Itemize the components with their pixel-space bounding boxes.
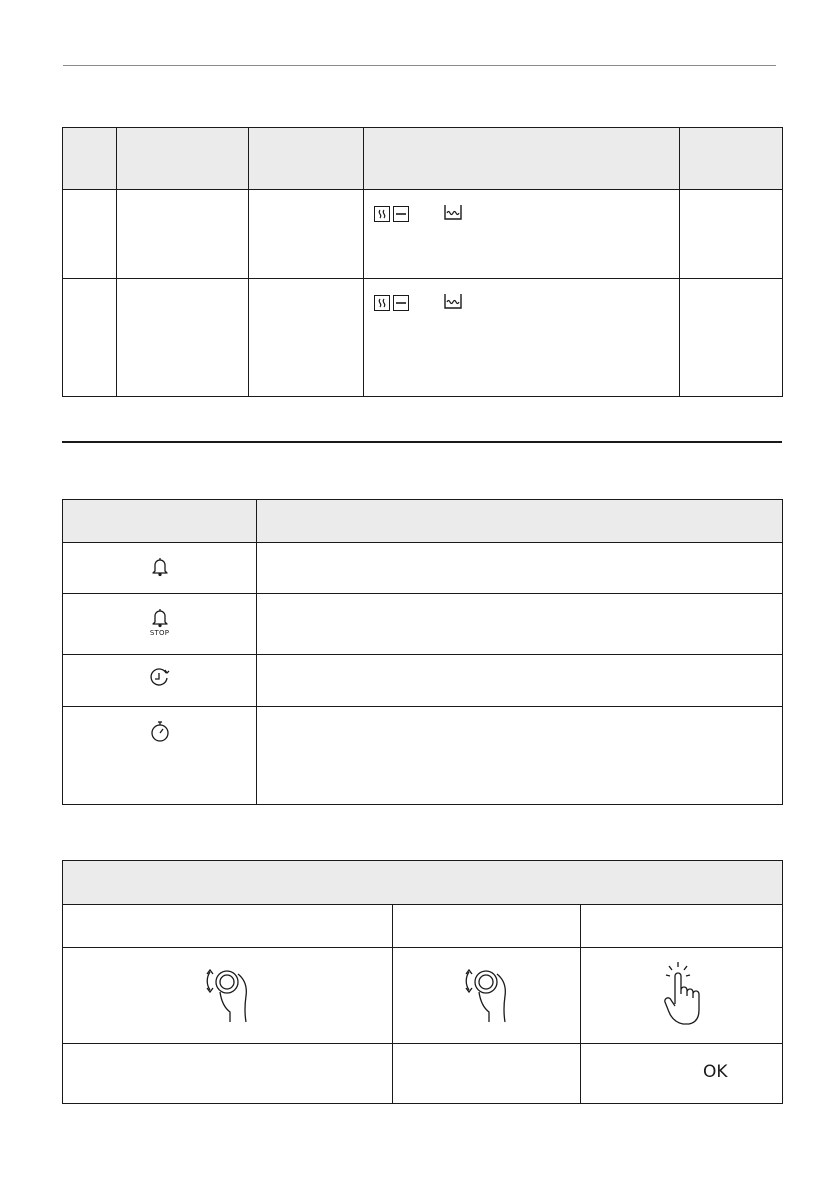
table-cell [117, 279, 249, 397]
table-row [63, 655, 783, 707]
description-cell [257, 655, 783, 707]
table-row [63, 948, 783, 1044]
icon-cell [63, 655, 257, 707]
clock-functions-table [62, 499, 783, 805]
table-cell [581, 905, 783, 948]
table-row [63, 190, 783, 279]
bottom-heat-icon [393, 206, 409, 222]
table-cell [63, 279, 117, 397]
steam-heating-icon [374, 206, 390, 222]
table-cell [393, 905, 581, 948]
icons-cell [364, 279, 680, 397]
table-cell [680, 279, 783, 397]
steps-table-header [63, 861, 783, 905]
header-cell [63, 500, 257, 543]
turn-knob-icon [200, 960, 256, 1024]
header-cell [63, 128, 117, 190]
turn-knob-icon [459, 960, 515, 1024]
header-cell [117, 128, 249, 190]
icon-cell [393, 948, 581, 1044]
icon-cell [63, 948, 393, 1044]
operation-steps-table [62, 860, 783, 1104]
icon-cell [581, 948, 783, 1044]
table-row [63, 279, 783, 397]
header-rule [63, 65, 776, 66]
table-row [63, 543, 783, 594]
table-row [63, 905, 783, 948]
end-time-clock-icon [148, 667, 172, 689]
table-cell [249, 279, 364, 397]
table-cell [249, 190, 364, 279]
table-cell [63, 190, 117, 279]
table-cell [63, 1044, 393, 1104]
table-cell [63, 905, 393, 948]
header-cell [257, 500, 783, 543]
icon-cell [63, 543, 257, 594]
steam-heating-icon [374, 295, 390, 311]
header-cell [249, 128, 364, 190]
description-cell [257, 594, 783, 655]
ok-label: OK [703, 1062, 728, 1082]
description-cell [257, 707, 783, 805]
header-cell [63, 861, 783, 905]
water-tray-icon [443, 203, 463, 225]
stop-label: STOP [149, 629, 170, 637]
water-tray-icon [443, 292, 463, 314]
table-cell [680, 190, 783, 279]
table-row [63, 594, 783, 655]
bell-stop-icon [149, 606, 171, 628]
icon-cell [63, 707, 257, 805]
function-table [62, 127, 783, 397]
table-row [63, 707, 783, 805]
clock-table-header [63, 500, 783, 543]
ok-cell [581, 1044, 783, 1104]
header-cell [364, 128, 680, 190]
table-row [63, 1044, 783, 1104]
icon-cell [63, 594, 257, 655]
stopwatch-icon [149, 719, 171, 743]
bell-icon [149, 555, 171, 577]
table-cell [393, 1044, 581, 1104]
press-finger-icon [657, 960, 707, 1028]
description-cell [257, 543, 783, 594]
icons-cell [364, 190, 680, 279]
header-cell [680, 128, 783, 190]
bottom-heat-icon [393, 295, 409, 311]
section-divider [62, 441, 782, 443]
table-cell [117, 190, 249, 279]
function-table-header [63, 128, 783, 190]
